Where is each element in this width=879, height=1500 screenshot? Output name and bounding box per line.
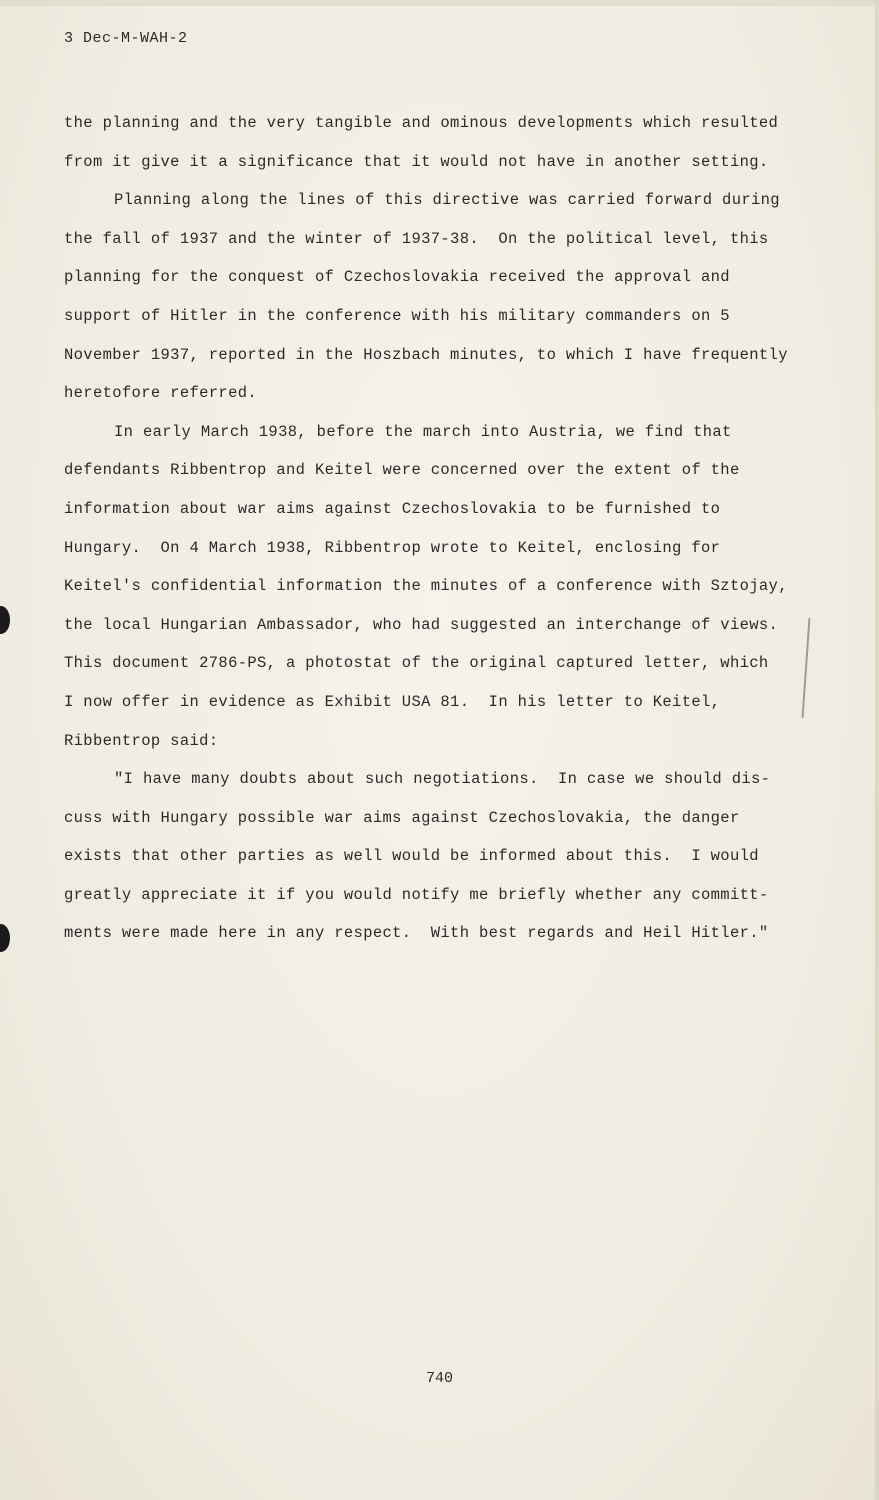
text-line: support of Hitler in the conference with his military commanders on 5 xyxy=(64,306,730,325)
quote-line: "I have many doubts about such negotiations. In case we should dis- xyxy=(114,770,771,789)
text-line: In early March 1938, before the march into Austria, we find that xyxy=(114,422,732,441)
body-text xyxy=(64,104,794,953)
text-line: November 1937, reported in the Hoszbach minutes, to which I have frequently xyxy=(64,345,788,364)
text-line: the planning and the very tangible and ominous developments which resulted xyxy=(64,114,779,132)
page-top-edge xyxy=(0,0,879,6)
text-line: Keitel's confidential information the minutes of a conference with Sztojay, xyxy=(64,577,788,596)
quote-line: cuss with Hungary possible war aims against Czechoslovakia, the danger xyxy=(64,808,740,827)
quote-line: exists that other parties as well would be informed about this. I would xyxy=(64,847,759,866)
quote-line: ments were made here in any respect. With best regards and Heil Hitler." xyxy=(64,924,769,943)
text-line: the fall of 1937 and the winter of 1937-38. On the political level, this xyxy=(64,229,769,248)
text-line: heretofore referred. xyxy=(64,384,258,403)
text-line: from it give it a significance that it would not have in another setting. xyxy=(64,152,769,171)
punch-hole xyxy=(0,924,10,952)
page-right-edge xyxy=(875,0,879,1500)
margin-pencil-mark xyxy=(802,618,811,718)
text-line: This document 2786-PS, a photostat of the original captured letter, which xyxy=(64,654,769,673)
page-number: 740 xyxy=(425,1370,453,1387)
punch-hole xyxy=(0,606,10,634)
text-line: Planning along the lines of this directive was carried forward during xyxy=(114,191,780,210)
text-line: planning for the conquest of Czechoslovakia received the approval and xyxy=(64,268,730,287)
text-line: the local Hungarian Ambassador, who had suggested an interchange of views. xyxy=(64,615,779,634)
text-line: defendants Ribbentrop and Keitel were concerned over the extent of the xyxy=(64,461,740,480)
text-line: information about war aims against Czechoslovakia to be furnished to xyxy=(64,499,721,518)
quote-line: greatly appreciate it if you would notify me briefly whether any committ- xyxy=(64,885,769,904)
text-line: Ribbentrop said: xyxy=(64,731,219,750)
page-header: 3 Dec-M-WAH-2 xyxy=(64,30,188,47)
text-line: Hungary. On 4 March 1938, Ribbentrop wrote to Keitel, enclosing for xyxy=(64,538,721,557)
text-line: I now offer in evidence as Exhibit USA 81. In his letter to Keitel, xyxy=(64,692,721,711)
